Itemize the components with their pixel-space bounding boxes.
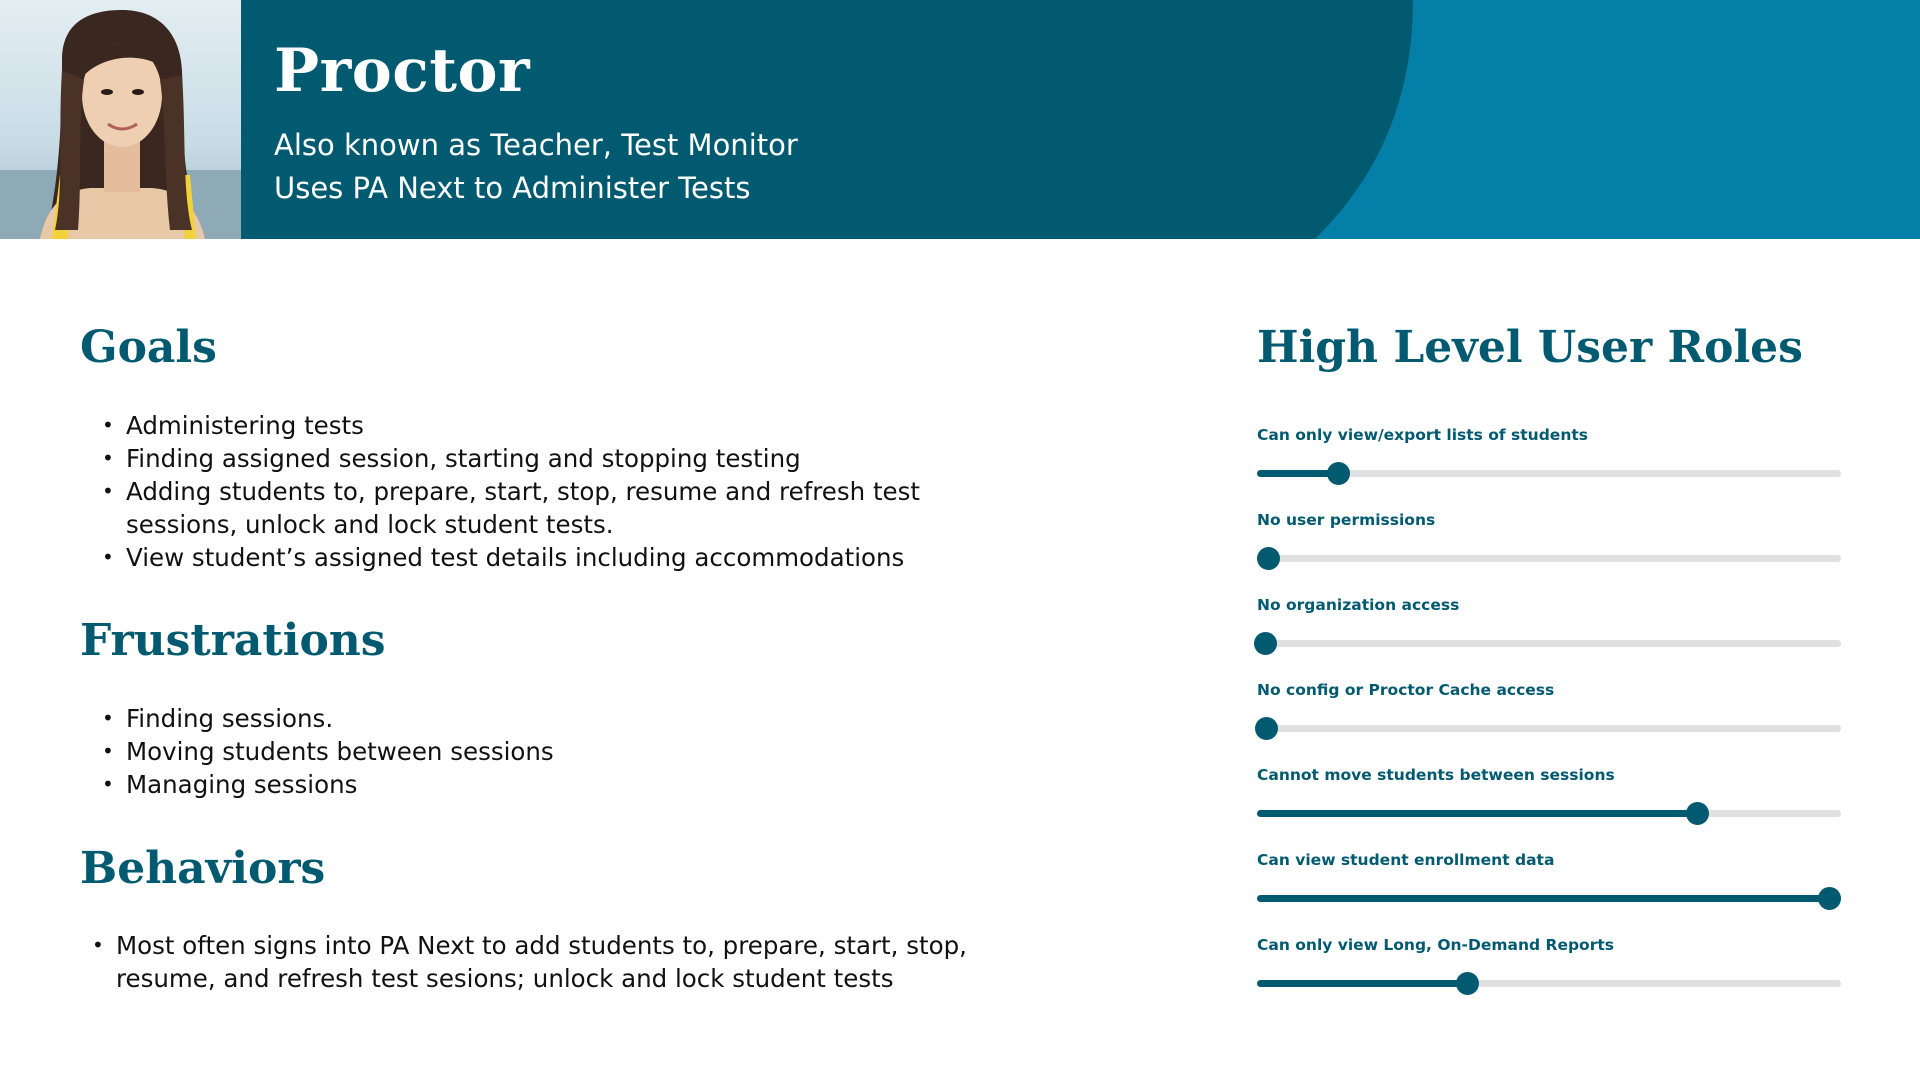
role-slider-row (1257, 936, 1841, 996)
role-slider-fill (1257, 980, 1467, 987)
goal-item: • Adding students to, prepare, start, stop, resume and refresh test sessions, unlock and lock student tests. (102, 475, 1002, 541)
goals-list (102, 409, 1002, 574)
goal-item: • Finding assigned session, starting and stopping testing (102, 442, 1002, 475)
role-label: No config or Proctor Cache access (1257, 681, 1555, 699)
role-slider-fill (1257, 810, 1698, 817)
role-slider-track[interactable] (1257, 470, 1841, 477)
persona-usage: Uses PA Next to Administer Tests (274, 171, 751, 205)
role-label: Can view student enrollment data (1257, 851, 1555, 869)
role-slider-track[interactable] (1257, 725, 1841, 732)
role-label: No user permissions (1257, 511, 1436, 529)
persona-title: Proctor (274, 36, 531, 106)
persona-aka: Also known as Teacher, Test Monitor (274, 128, 798, 162)
frustrations-heading: Frustrations (80, 615, 386, 666)
role-slider-thumb[interactable] (1257, 547, 1280, 570)
behavior-item: • Most often signs into PA Next to add students to, prepare, start, stop, resume, and refresh test sesions; unlock and lock student tests (92, 929, 972, 995)
role-slider-track[interactable] (1257, 640, 1841, 647)
role-slider-track[interactable] (1257, 810, 1841, 817)
role-slider-thumb[interactable] (1818, 887, 1841, 910)
role-slider-track[interactable] (1257, 555, 1841, 562)
user-roles-heading: High Level User Roles (1257, 322, 1803, 373)
frustration-item: • Moving students between sessions (102, 735, 1002, 768)
goal-item: • Administering tests (102, 409, 1002, 442)
role-slider-fill (1257, 895, 1829, 902)
role-slider-row (1257, 851, 1841, 911)
goal-item: • View student’s assigned test details including accommodations (102, 541, 1002, 574)
role-label: No organization access (1257, 596, 1460, 614)
frustration-item: • Finding sessions. (102, 702, 1002, 735)
role-slider-thumb[interactable] (1456, 972, 1479, 995)
role-label: Cannot move students between sessions (1257, 766, 1615, 784)
persona-header (0, 0, 1920, 239)
frustration-item: • Managing sessions (102, 768, 1002, 801)
role-slider-thumb[interactable] (1255, 717, 1278, 740)
role-label: Can only view Long, On-Demand Reports (1257, 936, 1614, 954)
behaviors-list (92, 929, 972, 995)
role-slider-thumb[interactable] (1686, 802, 1709, 825)
role-slider-row (1257, 596, 1841, 656)
goals-heading: Goals (80, 322, 217, 373)
role-slider-row (1257, 511, 1841, 571)
behaviors-heading: Behaviors (80, 843, 326, 894)
persona-avatar-photo (0, 0, 241, 239)
role-slider-row (1257, 766, 1841, 826)
role-slider-track[interactable] (1257, 895, 1841, 902)
role-label: Can only view/export lists of students (1257, 426, 1588, 444)
role-slider-row (1257, 426, 1841, 486)
role-slider-thumb[interactable] (1327, 462, 1350, 485)
role-slider-thumb[interactable] (1254, 632, 1277, 655)
role-slider-track[interactable] (1257, 980, 1841, 987)
frustrations-list (102, 702, 1002, 801)
role-slider-row (1257, 681, 1841, 741)
